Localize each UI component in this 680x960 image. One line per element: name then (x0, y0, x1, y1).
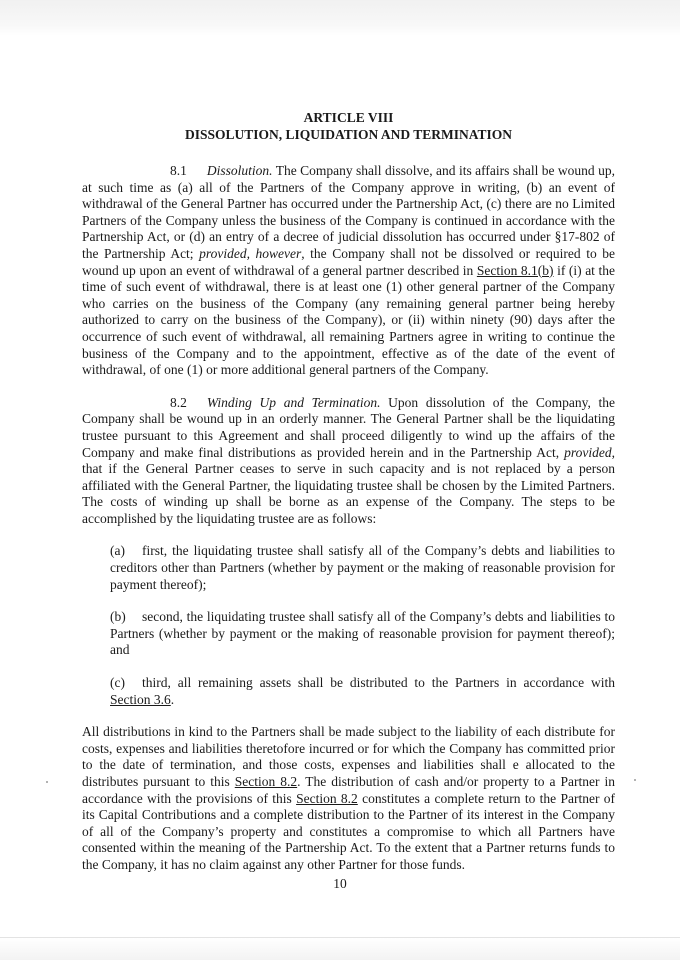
scan-bottom-shading (0, 938, 680, 960)
page-number: 10 (333, 876, 347, 891)
emphasis-text: provided, however (199, 245, 302, 261)
section-number: 8.1 (170, 163, 187, 178)
closing-text: . The distribution of cash and/or property to a Partner in accordance with the provisions of this (82, 774, 615, 806)
list-item-c (110, 675, 615, 708)
section-text: , that if the General Partner ceases to serve in such capacity and is not replaced by a person affiliated with the General Partner, the liquidating trustee shall be chosen by the Limited Partners. The costs of winding up shall be borne as an expense of the Company. The steps to be accomplished by the liquidating trustee are as follows: (82, 444, 615, 526)
section-reference-link: Section 8.2 (296, 790, 358, 806)
section-title: Winding Up and Termination. (206, 394, 381, 410)
section-text: The Company shall dissolve, and its affairs shall be wound up, at such time as (a) all of the Partners of the Company approve in writing, (b) an event of withdrawal of the General Partner has occurred under the Partnership Act, (c) there are no Limited Partners of the Company unless the business of the Company is continued in accordance with the Partnership Act, or (d) an entry of a decree of judicial dissolution has occurred under §17-802 of the Partnership Act; (82, 163, 615, 261)
scan-speck (46, 781, 48, 783)
closing-text: constitutes a complete return to the Partner of its Capital Contributions and a complete distribution to the Partner of its interest in the Company of all of the Company’s property and constitutes a compromise to which all Partners have consented within the meaning of the Partnership Act. To the extent that a Partner returns funds to the Company, it has no claim against any other Partner for those funds. (82, 790, 616, 872)
list-text: . (170, 691, 175, 707)
section-reference-link: Section 3.6 (110, 691, 171, 707)
section-title: Dissolution. (206, 163, 273, 178)
emphasis-text: provided (564, 444, 612, 460)
section-text: if (i) at the time of such event of withdrawal, there is at least one (1) other general partner of the Company who carries on the business of the Company (any remaining general partner being hereby authorized to carry on the business of the Company), or (ii) within ninety (90) days after the occurrence of such event of withdrawal, all remaining Partners agree in writing to continue the business of the Company and to the appointment, effective as of the date of the event of withdrawal, of one (1) or more additional general partners of the Company. (82, 262, 615, 378)
closing-paragraph (82, 724, 615, 873)
list-item-b (110, 609, 615, 659)
section-reference-link: Section 8.2 (234, 774, 298, 789)
article-number: ARTICLE VIII (303, 110, 394, 125)
article-title: DISSOLUTION, LIQUIDATION AND TERMINATION (184, 126, 513, 142)
list-item-a (110, 543, 615, 593)
list-text: third, all remaining assets shall be distributed to the Partners in accordance with (142, 675, 615, 691)
section-number: 8.2 (170, 394, 187, 410)
section-text: , the Company shall not be dissolved or required to be wound up upon an event of withdrawal of a general partner described in (82, 245, 615, 278)
scan-speck (634, 779, 636, 781)
closing-text: All distributions in kind to the Partners shall be made subject to the liability of each distribute for costs, expenses and liabilities theretofore incurred or for which the Company has committed prior to the date of termination, and those costs, expenses and liabilities shall e allocated to the distributes pursuant to this (82, 724, 615, 789)
list-text: first, the liquidating trustee shall satisfy all of the Company’s debts and liabilities to creditors other than Partners (whether by payment or the making of reasonable provision for payment thereof); (110, 543, 615, 592)
section-8-1 (82, 163, 615, 379)
list-label: (b) (110, 609, 126, 625)
section-8-2 (82, 395, 615, 528)
section-reference-link: Section 8.1(b) (476, 262, 554, 278)
list-label: (c) (110, 675, 125, 691)
document-page (82, 110, 615, 874)
list-text: second, the liquidating trustee shall satisfy all of the Company’s debts and liabilities to Partners (whether by payment or the making of reasonable provision for payment thereof); and (110, 609, 615, 658)
scan-top-shading (0, 0, 680, 36)
section-text: Upon dissolution of the Company, the Company shall be wound up in an orderly manner. The General Partner shall be the liquidating trustee pursuant to this Agreement and shall proceed diligently to wind up the affairs of the Company and make final distributions as provided herein and in the Partnership Act, (82, 394, 615, 460)
list-label: (a) (110, 543, 125, 559)
